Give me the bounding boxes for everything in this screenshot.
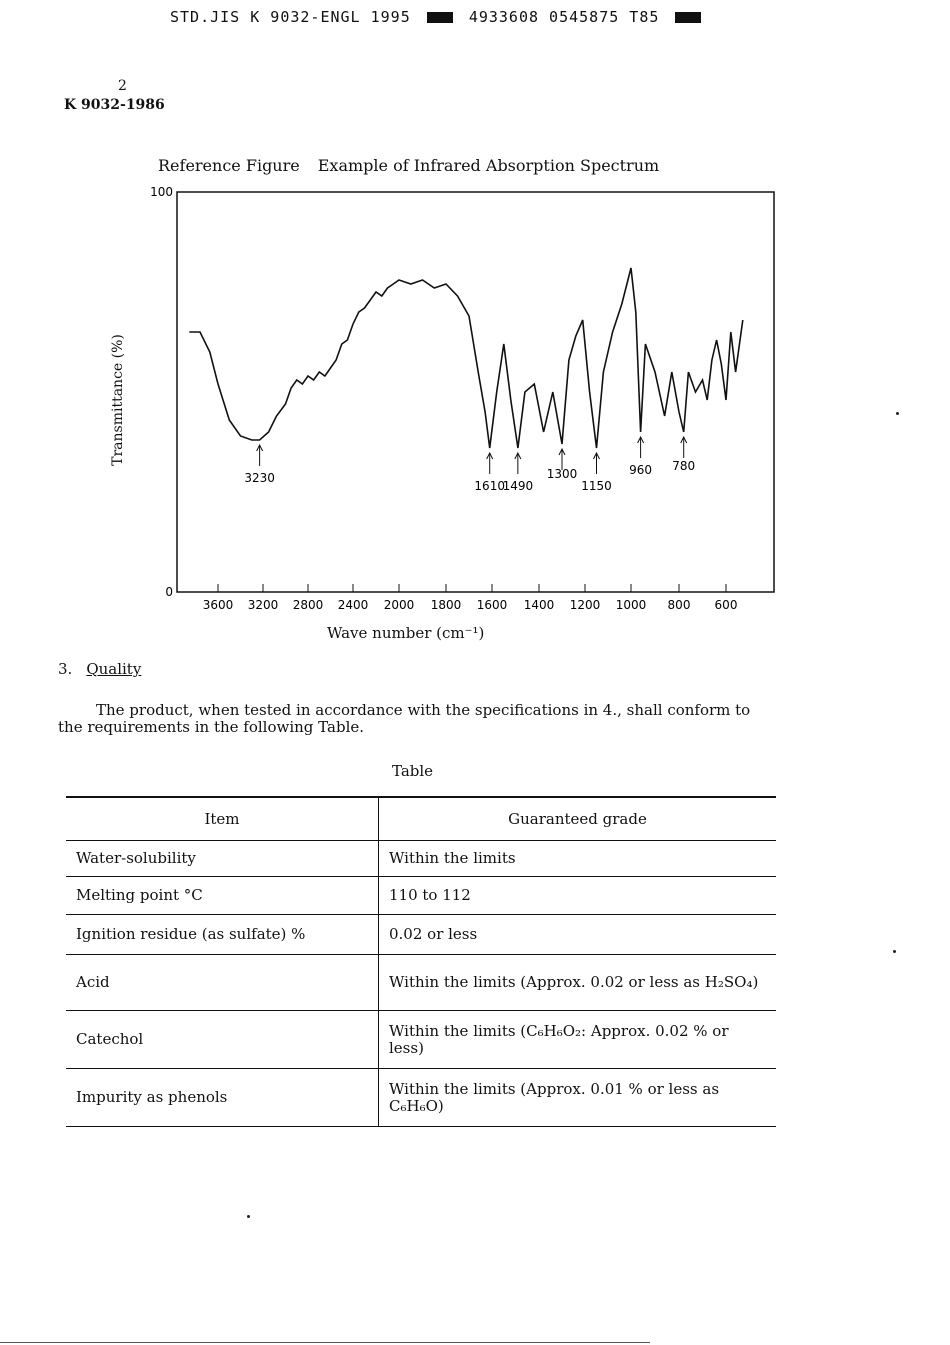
peak-label: 960	[629, 463, 653, 477]
row-value: Within the limits (Approx. 0.01 % or less as C₆H₆O)	[389, 1079, 720, 1115]
peak-annotation	[581, 453, 612, 493]
figure-caption-label: Reference Figure	[158, 156, 300, 175]
header-guaranteed-grade: Guaranteed grade	[508, 810, 647, 828]
peak-annotation	[244, 445, 275, 485]
row-value: Within the limits (Approx. 0.02 or less as H₂SO₄)	[389, 973, 759, 991]
peak-label: 780	[672, 459, 696, 473]
peak-annotation	[672, 437, 695, 473]
peak-label: 1490	[502, 479, 534, 493]
peak-annotation	[503, 453, 534, 493]
x-tick-label: 2400	[337, 598, 369, 612]
x-axis-label: Wave number (cm⁻¹)	[327, 624, 485, 642]
x-tick-label: 3200	[247, 598, 279, 612]
scan-speck	[896, 412, 899, 415]
section-heading	[58, 660, 141, 678]
x-tick-label: 3600	[202, 598, 234, 612]
x-tick-label: 1000	[615, 598, 647, 612]
peak-annotation	[547, 449, 578, 481]
section-title: Quality	[86, 660, 142, 678]
x-tick-label: 1400	[523, 598, 555, 612]
row-value: 0.02 or less	[389, 925, 478, 943]
row-item: Water-solubility	[66, 841, 379, 877]
x-tick-label: 600	[714, 598, 738, 612]
table-row	[66, 841, 776, 877]
page-number: 2	[118, 78, 127, 94]
plot-frame	[177, 192, 774, 592]
scan-speck	[247, 1215, 250, 1218]
table-row	[66, 915, 776, 955]
peak-label: 1300	[546, 467, 578, 481]
peak-label: 1150	[581, 479, 612, 493]
row-value: 110 to 112	[389, 886, 471, 904]
quality-table	[66, 796, 776, 1127]
row-item: Acid	[66, 955, 379, 1011]
row-item: Impurity as phenols	[66, 1069, 379, 1127]
doc-id: K 9032-1986	[64, 97, 165, 113]
table-caption: Table	[392, 762, 434, 780]
table-row	[66, 955, 776, 1011]
section-paragraph	[58, 702, 778, 736]
peak-label: 1610	[474, 479, 505, 493]
header-item: Item	[66, 797, 379, 841]
x-tick-label: 1200	[569, 598, 601, 612]
scan-speck	[893, 950, 896, 953]
row-item: Catechol	[66, 1011, 379, 1069]
peak-annotation	[629, 437, 652, 477]
header-standard: STD.JIS K 9032-ENGL 1995	[170, 8, 411, 26]
row-item: Ignition residue (as sulfate) %	[66, 915, 379, 955]
y-axis-label: Transmittance (%)	[110, 334, 126, 466]
y-tick-label: 100	[150, 185, 173, 199]
x-tick-label: 2800	[292, 598, 324, 612]
x-tick-label: 1800	[430, 598, 462, 612]
x-tick-label: 2000	[383, 598, 415, 612]
y-tick-label: 0	[165, 585, 173, 599]
x-tick-label: 1600	[476, 598, 508, 612]
header-code: 4933608 0545875 T85	[468, 8, 660, 26]
table-header-row	[66, 797, 776, 841]
peak-annotation	[474, 453, 505, 493]
spectrum-series-line	[189, 268, 743, 448]
section-paragraph-text: The product, when tested in accordance with the specifications in 4., shall conform to the requirements in the following Table.	[58, 701, 751, 736]
row-item: Melting point °C	[66, 877, 379, 915]
table-row	[66, 877, 776, 915]
row-value: Within the limits (C₆H₆O₂: Approx. 0.02 % or less)	[389, 1021, 729, 1057]
table-row	[66, 1069, 776, 1127]
row-value: Within the limits	[389, 849, 516, 867]
figure-caption-title: Example of Infrared Absorption Spectrum	[317, 156, 660, 175]
section-number: 3.	[58, 660, 73, 678]
footer-rule	[0, 1342, 650, 1343]
x-tick-label: 800	[667, 598, 691, 612]
table-row	[66, 1011, 776, 1069]
peak-label: 3230	[244, 471, 275, 485]
